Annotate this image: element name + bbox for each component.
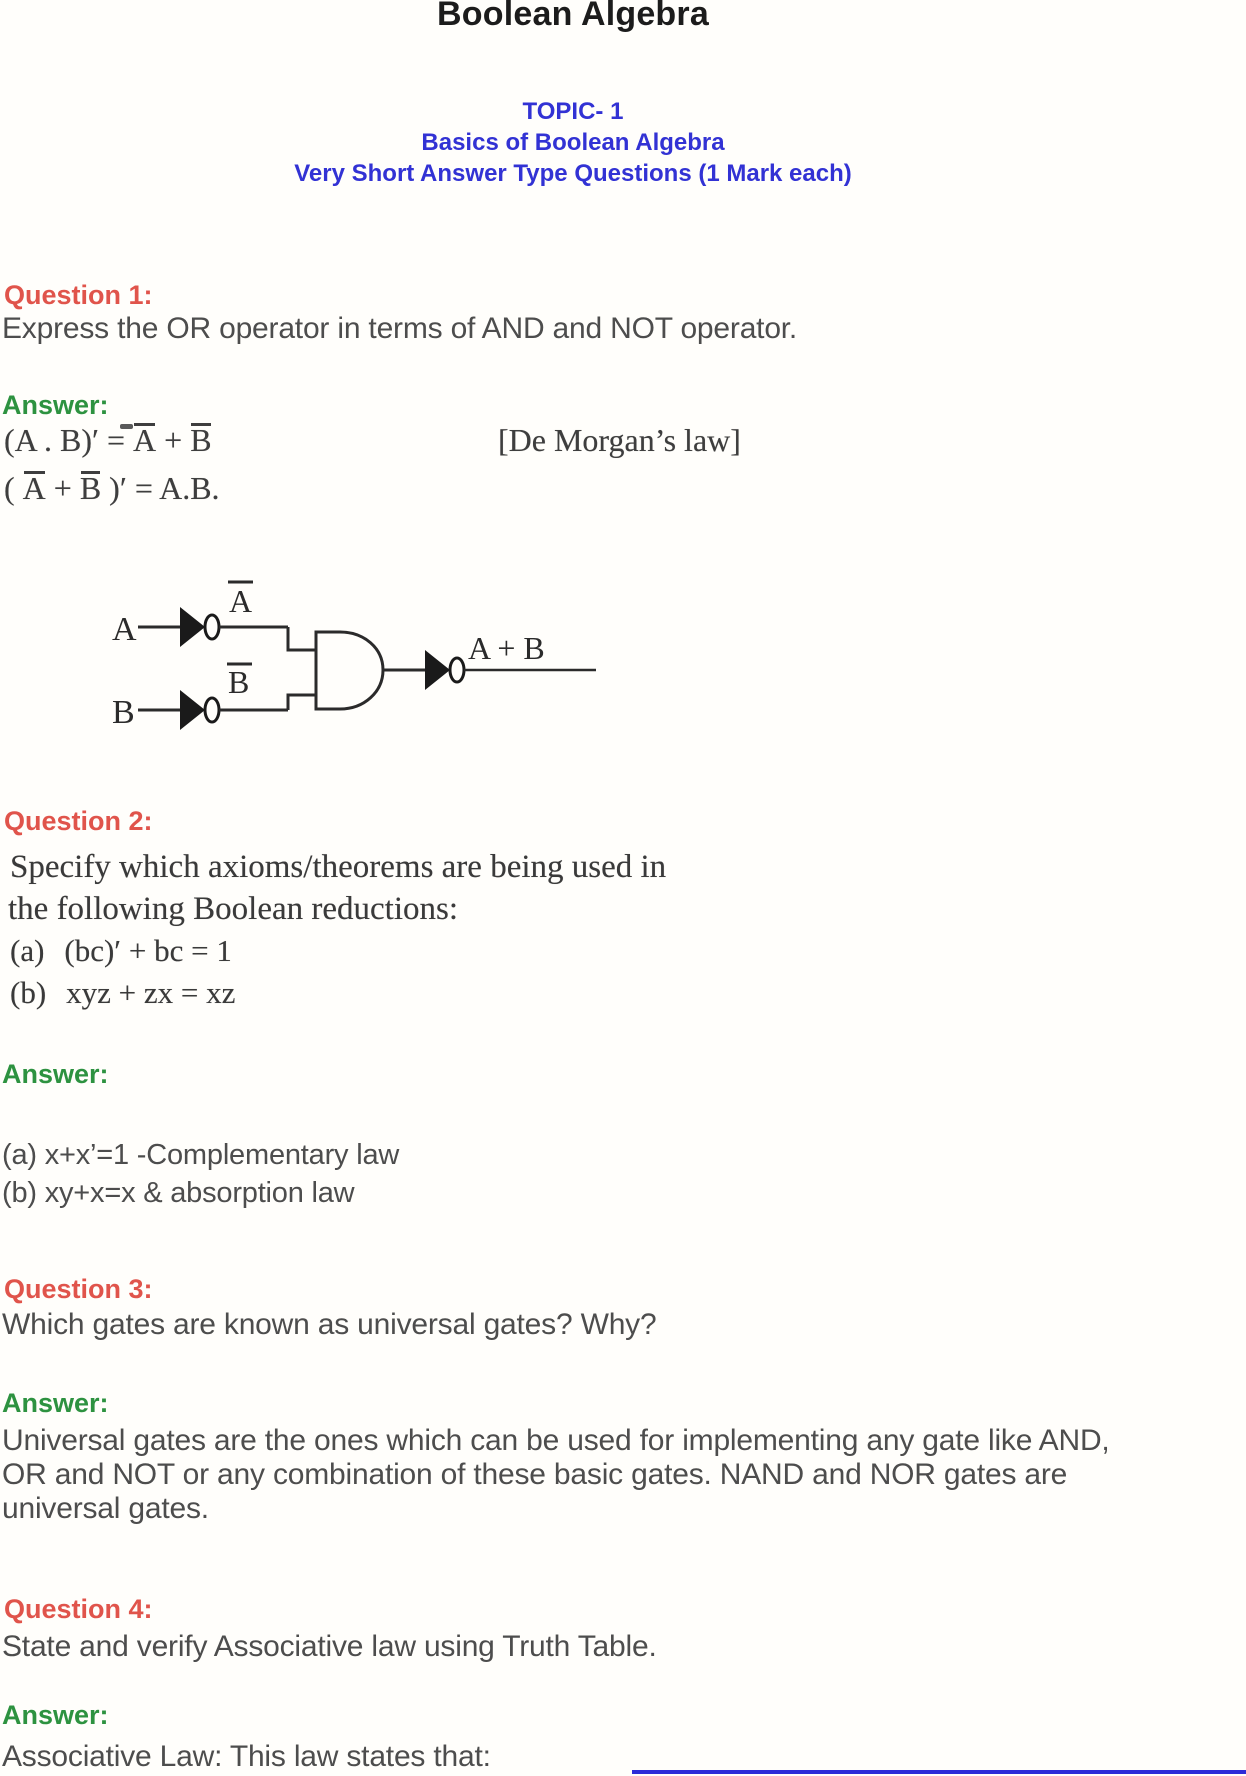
answer-2-line-b: (b) xy+x=x & absorption law — [2, 1177, 355, 1209]
eq1-plus: + — [156, 422, 191, 458]
diagram-not-a-label: A — [229, 583, 253, 619]
question-4-label: Question 4: — [4, 1594, 153, 1624]
item-b-formula: xyz + zx = xz — [66, 975, 236, 1010]
equation-demorgan-2 — [4, 470, 220, 507]
answer-3-paragraph — [2, 1424, 1110, 1526]
eq2-overline-a: A — [22, 470, 46, 506]
bottom-divider-line — [632, 1770, 1246, 1774]
question-2-item-a — [10, 933, 232, 969]
eq2-close: )′ = A.B. — [101, 470, 220, 506]
eq2-open: ( — [4, 470, 23, 506]
question-4-text: State and verify Associative law using Truth Table. — [2, 1630, 657, 1663]
item-a-formula: (bc)′ + bc = 1 — [64, 933, 232, 968]
wire-b-step — [288, 695, 316, 710]
answer-3-label: Answer: — [2, 1388, 109, 1418]
answer-1-label: Answer: — [2, 390, 109, 420]
question-1-text: Express the OR operator in terms of AND and NOT operator. — [2, 312, 798, 345]
topic-heading — [0, 96, 1146, 189]
eq1-overline-a: A — [133, 422, 157, 458]
item-a-marker: (a) — [10, 933, 45, 968]
topic-line-3: Very Short Answer Type Questions (1 Mark each) — [294, 160, 852, 187]
diagram-output-label: A + B — [468, 630, 545, 666]
not-bubble-a-icon — [205, 615, 219, 639]
logic-circuit-diagram — [88, 556, 608, 736]
question-2-line-2: the following Boolean reductions: — [8, 891, 458, 927]
answer-3-line-1: Universal gates are the ones which can be used for implementing any gate like AND, — [2, 1424, 1110, 1457]
question-1-label: Question 1: — [4, 280, 153, 310]
page-title: Boolean Algebra — [437, 0, 709, 33]
and-gate-icon — [316, 632, 383, 709]
eq2-overline-b: B — [79, 470, 102, 506]
topic-line-1: TOPIC- 1 — [522, 98, 624, 125]
answer-3-line-3: universal gates. — [2, 1492, 209, 1525]
eq2-plus: + — [45, 470, 80, 506]
eq1-overline-b: B — [190, 422, 212, 458]
item-b-marker: (b) — [10, 975, 47, 1010]
answer-2-label: Answer: — [2, 1059, 109, 1089]
answer-4-intro: Associative Law: This law states that: — [2, 1740, 491, 1773]
question-2-item-b — [10, 975, 235, 1011]
answer-2-line-a: (a) x+x’=1 -Complementary law — [2, 1139, 400, 1171]
diagram-input-a-label: A — [112, 611, 137, 648]
equation-demorgan-1 — [4, 422, 1244, 459]
topic-line-2: Basics of Boolean Algebra — [421, 129, 725, 156]
question-3-text: Which gates are known as universal gates? Why? — [2, 1308, 657, 1341]
question-2-label: Question 2: — [4, 806, 153, 836]
not-gate-out-icon — [425, 650, 450, 690]
not-bubble-b-icon — [205, 698, 219, 722]
demorgan-law-note: [De Morgan’s law] — [498, 422, 741, 458]
not-gate-a-icon — [180, 607, 205, 647]
diagram-not-b-label: B — [228, 664, 250, 700]
diagram-input-b-label: B — [112, 694, 135, 731]
not-bubble-out-icon — [450, 658, 464, 682]
not-gate-b-icon — [180, 690, 205, 730]
question-2-line-1: Specify which axioms/theorems are being used in — [10, 849, 667, 885]
answer-4-label: Answer: — [2, 1700, 109, 1730]
answer-3-line-2: OR and NOT or any combination of these basic gates. NAND and NOR gates are — [2, 1458, 1068, 1491]
question-3-label: Question 3: — [4, 1274, 153, 1304]
wire-a-step — [288, 627, 316, 650]
eq1-pre: (A . B)′ = — [4, 422, 134, 458]
